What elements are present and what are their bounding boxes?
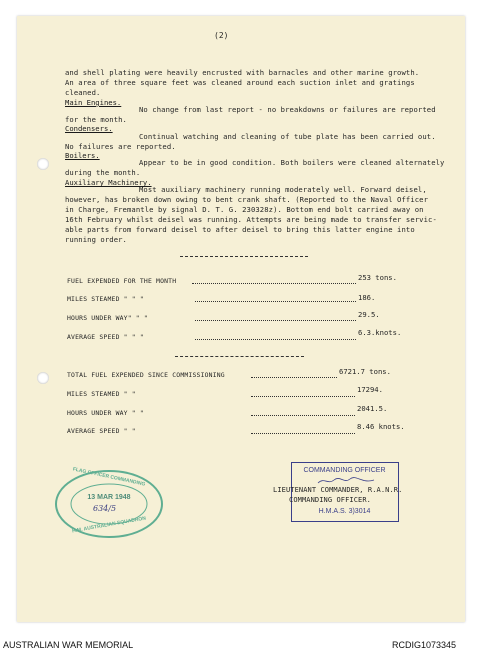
stamp-top-text: FLAG OFFICER COMMANDING (72, 466, 146, 488)
text-line: during the month. (65, 168, 141, 177)
text-line: 16th February whilst deisel was running. Attempts are being made to transfer servic- (65, 215, 437, 224)
section-divider (180, 256, 308, 257)
leader-dots (192, 283, 356, 286)
stamp-ship: H.M.A.S. 3)3014 (318, 508, 371, 515)
stat-label: HOURS UNDER WAY" " " (67, 314, 148, 322)
stamp-reference: 634/5 (93, 504, 117, 513)
stamp-bottom-text: H.M. AUSTRALIAN SQUADRON (71, 515, 147, 535)
section-heading-auxiliary: Auxiliary Machinery. (65, 178, 152, 187)
stat-value: 8.46 knots. (357, 422, 405, 431)
text-line: Appear to be in good condition. Both boilers were cleaned alternately (139, 158, 445, 167)
leader-dots (195, 320, 356, 323)
page-number: (2) (214, 31, 229, 40)
stat-label: FUEL EXPENDED FOR THE MONTH (67, 277, 177, 285)
signature-role: COMMANDING OFFICER. (289, 496, 371, 504)
document-page (17, 16, 465, 622)
leader-dots (251, 396, 355, 399)
stat-value: 6721.7 tons. (339, 367, 391, 376)
signature-rank: LIEUTENANT COMMANDER, R.A.N.R. (273, 486, 403, 494)
text-line: able parts from forward deisel to after deisel to bring this latter engine into (65, 225, 415, 234)
section-heading-boilers: Boilers. (65, 151, 100, 160)
text-line: No change from last report - no breakdowns or failures are reported (139, 105, 436, 114)
stat-value: 17294. (357, 385, 383, 394)
text-line: for the month. (65, 115, 127, 124)
text-line: Most auxiliary machinery running moderately well. Forward deisel, (139, 185, 427, 194)
stat-label: AVERAGE SPEED " " " (67, 333, 144, 341)
stat-label: MILES STEAMED " " (67, 390, 136, 398)
leader-dots (195, 301, 356, 304)
text-line: Continual watching and cleaning of tube plate has been carried out. (139, 132, 436, 141)
leader-dots (195, 339, 356, 342)
stat-label: TOTAL FUEL EXPENDED SINCE COMMISSIONING (67, 371, 225, 379)
section-divider (175, 356, 304, 357)
stamp-date: 13 MAR 1948 (87, 494, 131, 501)
stat-label: AVERAGE SPEED " " (67, 427, 136, 435)
flag-officer-stamp (53, 468, 165, 540)
punch-hole (37, 158, 49, 170)
text-line: An area of three square feet was cleaned around each suction inlet and gratings (65, 78, 415, 87)
stat-value: 253 tons. (358, 273, 397, 282)
text-line: in Charge, Fremantle by signal D. T. G. 230328z). Bottom end bolt carried away on (65, 205, 424, 214)
text-line: however, has broken down owing to bent crank shaft. (Reported to the Naval Officer (65, 195, 429, 204)
leader-dots (251, 415, 355, 418)
text-line: No failures are reported. (65, 142, 176, 151)
stat-value: 2041.5. (357, 404, 388, 413)
signature (316, 476, 376, 486)
section-heading-condensers: Condensers. (65, 124, 113, 133)
leader-dots (251, 377, 337, 380)
stat-label: HOURS UNDER WAY " " (67, 409, 144, 417)
section-heading-main-engines: Main Engines. (65, 98, 122, 107)
stat-value: 6.3.knots. (358, 328, 402, 337)
punch-hole (37, 372, 49, 384)
text-line: and shell plating were heavily encrusted with barnacles and other marine growth. (65, 68, 420, 77)
stamp-title: COMMANDING OFFICER (303, 467, 386, 474)
stat-value: 29.5. (358, 310, 380, 319)
footer-record-id: RCDIG1073345 (392, 640, 457, 650)
footer-archive-name: AUSTRALIAN WAR MEMORIAL (3, 640, 134, 650)
stat-value: 186. (358, 293, 376, 302)
leader-dots (251, 433, 355, 436)
stat-label: MILES STEAMED " " " (67, 295, 144, 303)
text-line: running order. (65, 235, 127, 244)
text-line: cleaned. (65, 88, 101, 97)
